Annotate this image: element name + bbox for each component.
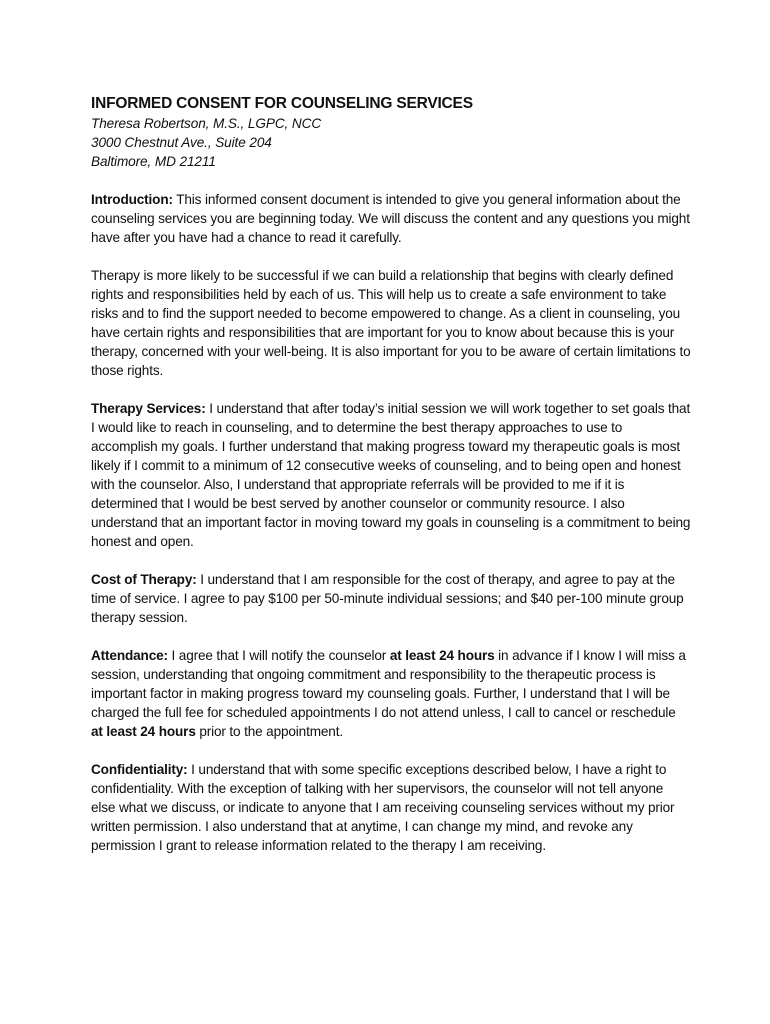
provider-city: Baltimore, MD 21211 xyxy=(91,154,216,169)
attendance-emphasis-1: at least 24 hours xyxy=(389,648,495,663)
cost-text: I understand that I am responsible for the cost of therapy, and agree to pay at the time of service. I agree to pay $100 per 50-minute individual sessions; and $40 per-100 minute group therapy session. xyxy=(91,572,684,625)
attendance-heading: Attendance: xyxy=(91,648,168,663)
provider-address-block xyxy=(91,114,691,171)
confidentiality-paragraph xyxy=(91,760,691,855)
attendance-paragraph xyxy=(91,646,691,741)
introduction-text: This informed consent document is intended to give you general information about the counseling services you are beginning today. We will discuss the content and any questions you might have after you have had a chance to read it carefully. xyxy=(91,192,690,245)
attendance-text-1: I agree that I will notify the counselor xyxy=(167,648,390,663)
attendance-text-3: prior to the appointment. xyxy=(195,724,343,739)
spacer xyxy=(91,551,691,570)
provider-street: 3000 Chestnut Ave., Suite 204 xyxy=(91,135,272,150)
document-title: INFORMED CONSENT FOR COUNSELING SERVICES xyxy=(91,95,473,112)
introduction-paragraph xyxy=(91,190,691,247)
introduction-heading: Introduction: xyxy=(91,192,173,207)
attendance-emphasis-2: at least 24 hours xyxy=(91,724,196,739)
therapy-services-paragraph xyxy=(91,399,691,551)
spacer xyxy=(91,741,691,760)
spacer xyxy=(91,627,691,646)
document-page xyxy=(91,94,691,855)
cost-heading: Cost of Therapy: xyxy=(91,572,197,587)
spacer xyxy=(91,380,691,399)
therapy-services-heading: Therapy Services: xyxy=(91,401,206,416)
cost-paragraph xyxy=(91,570,691,627)
therapy-paragraph: Therapy is more likely to be successful if we can build a relationship that begins with clearly defined rights and responsibilities held by each of us. This will help us to create a safe environment to take risks and to find the support needed to become empowered to change. As a client in counseling, you have certain rights and responsibilities that are important for you to know about because this is your therapy, concerned with your well-being. It is also important for you to be aware of certain limitations to those rights. xyxy=(91,268,691,378)
attendance-text-2: in advance if I know I will miss a session, understanding that ongoing commitment and responsibility to the therapeutic process is important factor in making progress toward my counseling goals. Further, I understand that I will be charged the full fee for scheduled appointments I do not attend unless, I call to cancel or reschedule xyxy=(91,648,686,720)
spacer xyxy=(91,171,691,190)
provider-name: Theresa Robertson, M.S., LGPC, NCC xyxy=(91,116,322,131)
spacer xyxy=(91,247,691,266)
therapy-services-text: I understand that after today’s initial session we will work together to set goals that I would like to reach in counseling, and to determine the best therapy approaches to use to accomplish my goals. I further understand that making progress toward my therapeutic goals is most likely if I commit to a minimum of 12 consecutive weeks of counseling, and to being open and honest with the counselor. Also, I understand that appropriate referrals will be provided to me if it is determined that I would be best served by another counselor or community resource. I also understand that an important factor in moving toward my goals in counseling is a commitment to being honest and open. xyxy=(91,401,691,549)
confidentiality-heading: Confidentiality: xyxy=(91,762,188,777)
confidentiality-text: I understand that with some specific exceptions described below, I have a right to confidentiality. With the exception of talking with her supervisors, the counselor will not tell anyone else what we discuss, or indicate to anyone that I am receiving counseling services without my prior written permission. I also understand that at anytime, I can change my mind, and revoke any permission I grant to release information related to the therapy I am receiving. xyxy=(91,762,675,853)
